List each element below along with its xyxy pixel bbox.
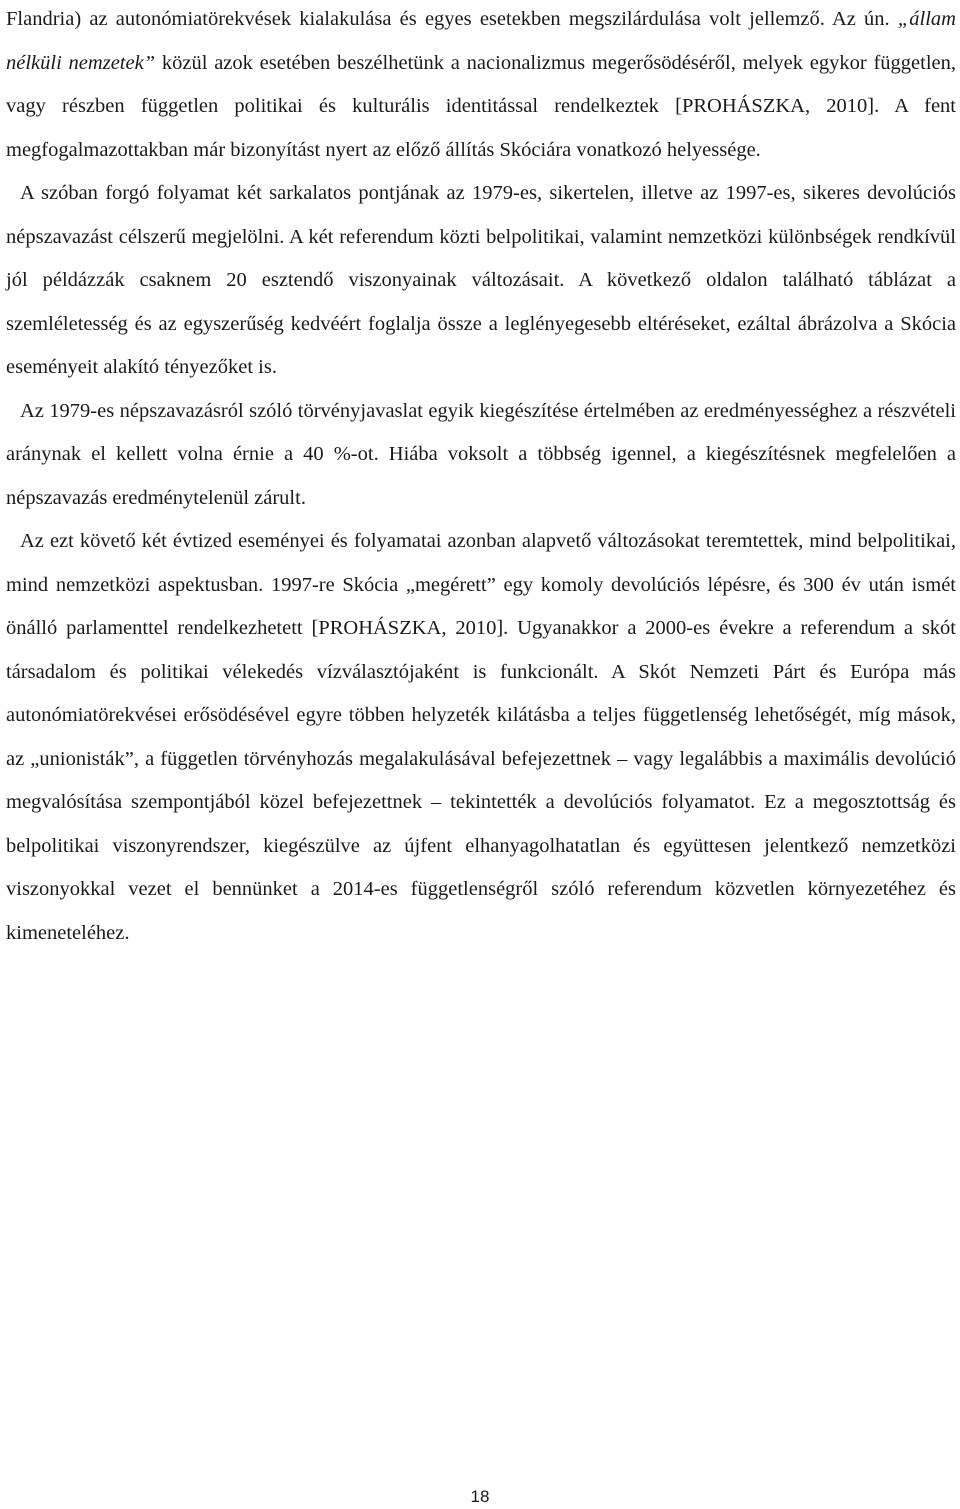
document-page: [6, 0, 956, 955]
paragraph-4: Az ezt követő két évtized eseményei és folyamatai azonban alapvető változásokat teremtettek, mind belpolitikai, mind nemzetközi aspektusban. 1997-re Skócia „megérett” egy komoly devolúciós lépésre, és 300 év után ismét önálló parlamenttel rendelkezhetett [PROHÁSZKA, 2010]. Ugyanakkor a 2000-es évekre a referendum a skót társadalom és politikai vélekedés vízválasztójaként is funkcionált. A Skót Nemzeti Párt és Európa más autonómiatörekvései erősödésével egyre többen helyzeték kilátásba a teljes függetlenség lehetőségét, míg mások, az „unionisták”, a független törvényhozás megalakulásával befejezettnek – vagy legalábbis a maximális devolúció megvalósítása szempontjából közel befejezettnek – tekintették a devolúciós folyamatot. Ez a megosztottság és belpolitikai viszonyrendszer, kiegészülve az újfent elhanyagolhatatlan és együttesen jelentkező nemzetközi viszonyokkal vezet el bennünket a 2014-es függetlenségről szóló referendum közvetlen környezetéhez és kimeneteléhez.: [6, 530, 956, 944]
paragraph-1-emphasis: „állam nélküli nemzetek”: [6, 8, 956, 74]
page-number: 18: [470, 1487, 490, 1506]
paragraph-1-text-start: Flandria) az autonómiatörekvések kialakulása és egyes esetekben megszilárdulása volt jellemző. Az ún.: [6, 8, 898, 30]
paragraph-3: Az 1979-es népszavazásról szóló törvényjavaslat egyik kiegészítése értelmében az eredményességhez a részvételi aránynak el kellett volna érnie a 40 %-ot. Hiába voksolt a többség igennel, a kiegészítésnek megfelelően a népszavazás eredménytelenül zárult.: [6, 399, 956, 509]
paragraph-1: [6, 0, 956, 172]
paragraph-1-text-end: közül azok esetében beszélhetünk a nacionalizmus megerősödéséről, melyek egykor független, vagy részben független politikai és kulturális identitással rendelkeztek [PROHÁSZKA, 2010]. A fent megfogalmazottakban már bizonyítást nyert az előző állítás Skóciára vonatkozó helyessége.: [6, 51, 957, 161]
paragraph-2: A szóban forgó folyamat két sarkalatos pontjának az 1979-es, sikertelen, illetve az 1997-es, sikeres devolúciós népszavazást célszerű megjelölni. A két referendum közti belpolitikai, valamint nemzetközi különbségek rendkívül jól példázzák csaknem 20 esztendő viszonyainak változásait. A következő oldalon található táblázat a szemléletesség és az egyszerűség kedvéért foglalja össze a leglényegesebb eltéréseket, ezáltal ábrázolva a Skócia eseményeit alakító tényezőket is.: [6, 182, 956, 378]
